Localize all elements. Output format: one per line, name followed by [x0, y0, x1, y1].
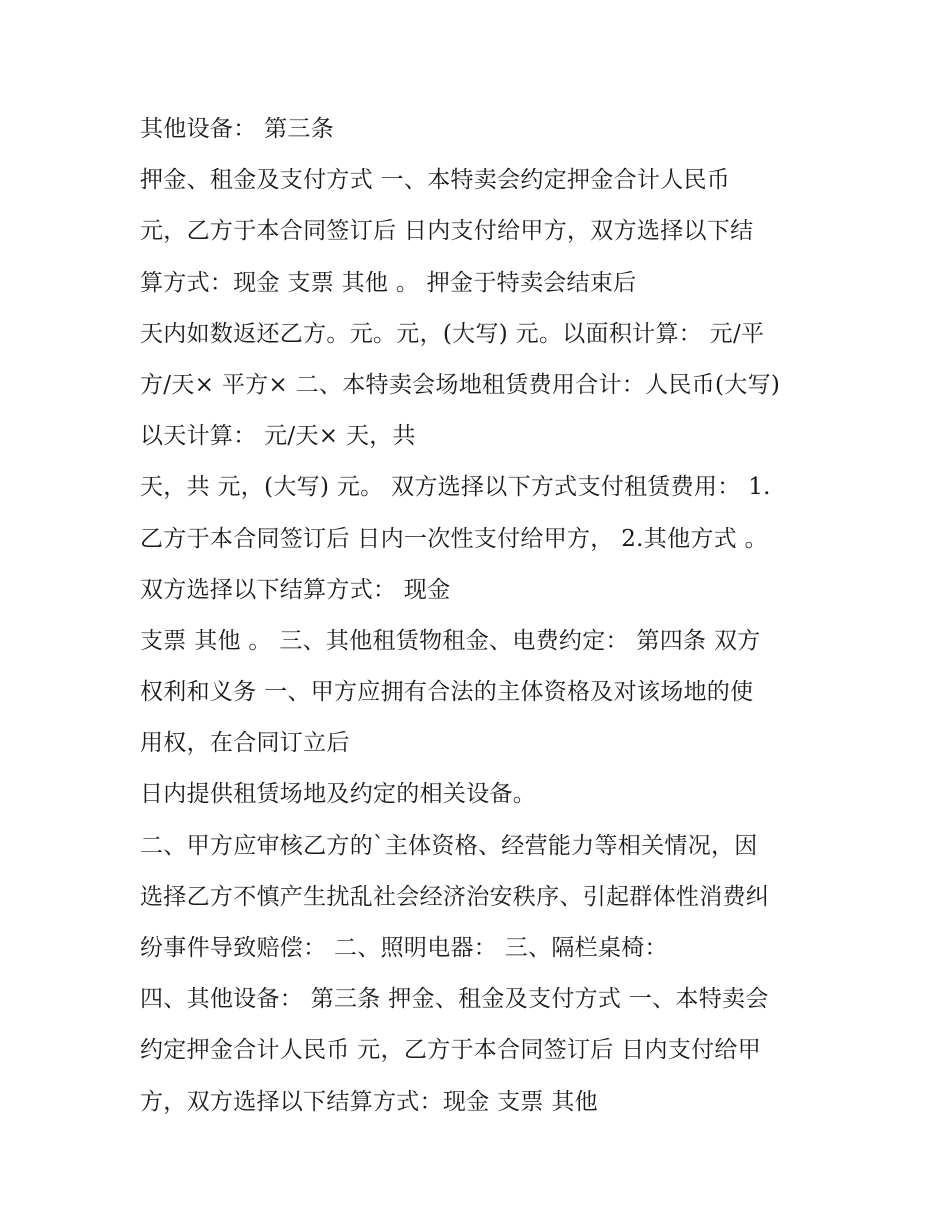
text-line: 支票 其他 。 三、其他租赁物租金、电费约定： 第四条 双方 [140, 627, 761, 654]
contract-body-text [140, 104, 830, 1128]
text-line: 方，双方选择以下结算方式：现金 支票 其他 [140, 1088, 598, 1115]
text-line: 押金、租金及支付方式 一、本特卖会约定押金合计人民币 [140, 167, 731, 194]
text-line: 算方式：现金 支票 其他 。 押金于特卖会结束后 [140, 269, 637, 296]
text-line: 其他设备： 第三条 [140, 116, 335, 142]
text-line: 双方选择以下结算方式： 现金 [140, 576, 451, 603]
text-line: 元，乙方于本合同签订后 日内支付给甲方，双方选择以下结 [140, 218, 754, 245]
text-line: 权利和义务 一、甲方应拥有合法的主体资格及对该场地的使 [140, 679, 754, 706]
text-line: 约定押金合计人民币 元，乙方于本合同签订后 日内支付给甲 [140, 1037, 762, 1064]
text-line: 以天计算： 元/天× 天，共 [140, 423, 416, 450]
text-line: 天，共 元，(大写) 元。 双方选择以下方式支付租赁费用： 1. [140, 474, 771, 501]
text-line: 用权，在合同订立后 [140, 730, 350, 757]
text-line: 乙方于本合同签订后 日内一次性支付给甲方， 2.其他方式 。 [140, 525, 768, 552]
text-line: 二、甲方应审核乙方的`主体资格、经营能力等相关情况，因 [140, 832, 758, 859]
text-line: 选择乙方不慎产生扰乱社会经济治安秩序、引起群体性消费纠 [140, 883, 770, 910]
text-line: 方/天× 平方× 二、本特卖会场地租赁费用合计：人民币(大写) [140, 371, 781, 398]
text-line: 纷事件导致赔偿： 二、照明电器： 三、隔栏桌椅： [140, 935, 668, 961]
text-line: 天内如数返还乙方。元。元，(大写) 元。以面积计算： 元/平 [140, 320, 765, 347]
text-line: 日内提供租赁场地及约定的相关设备。 [140, 781, 537, 808]
text-line: 四、其他设备： 第三条 押金、租金及支付方式 一、本特卖会 [140, 986, 769, 1013]
